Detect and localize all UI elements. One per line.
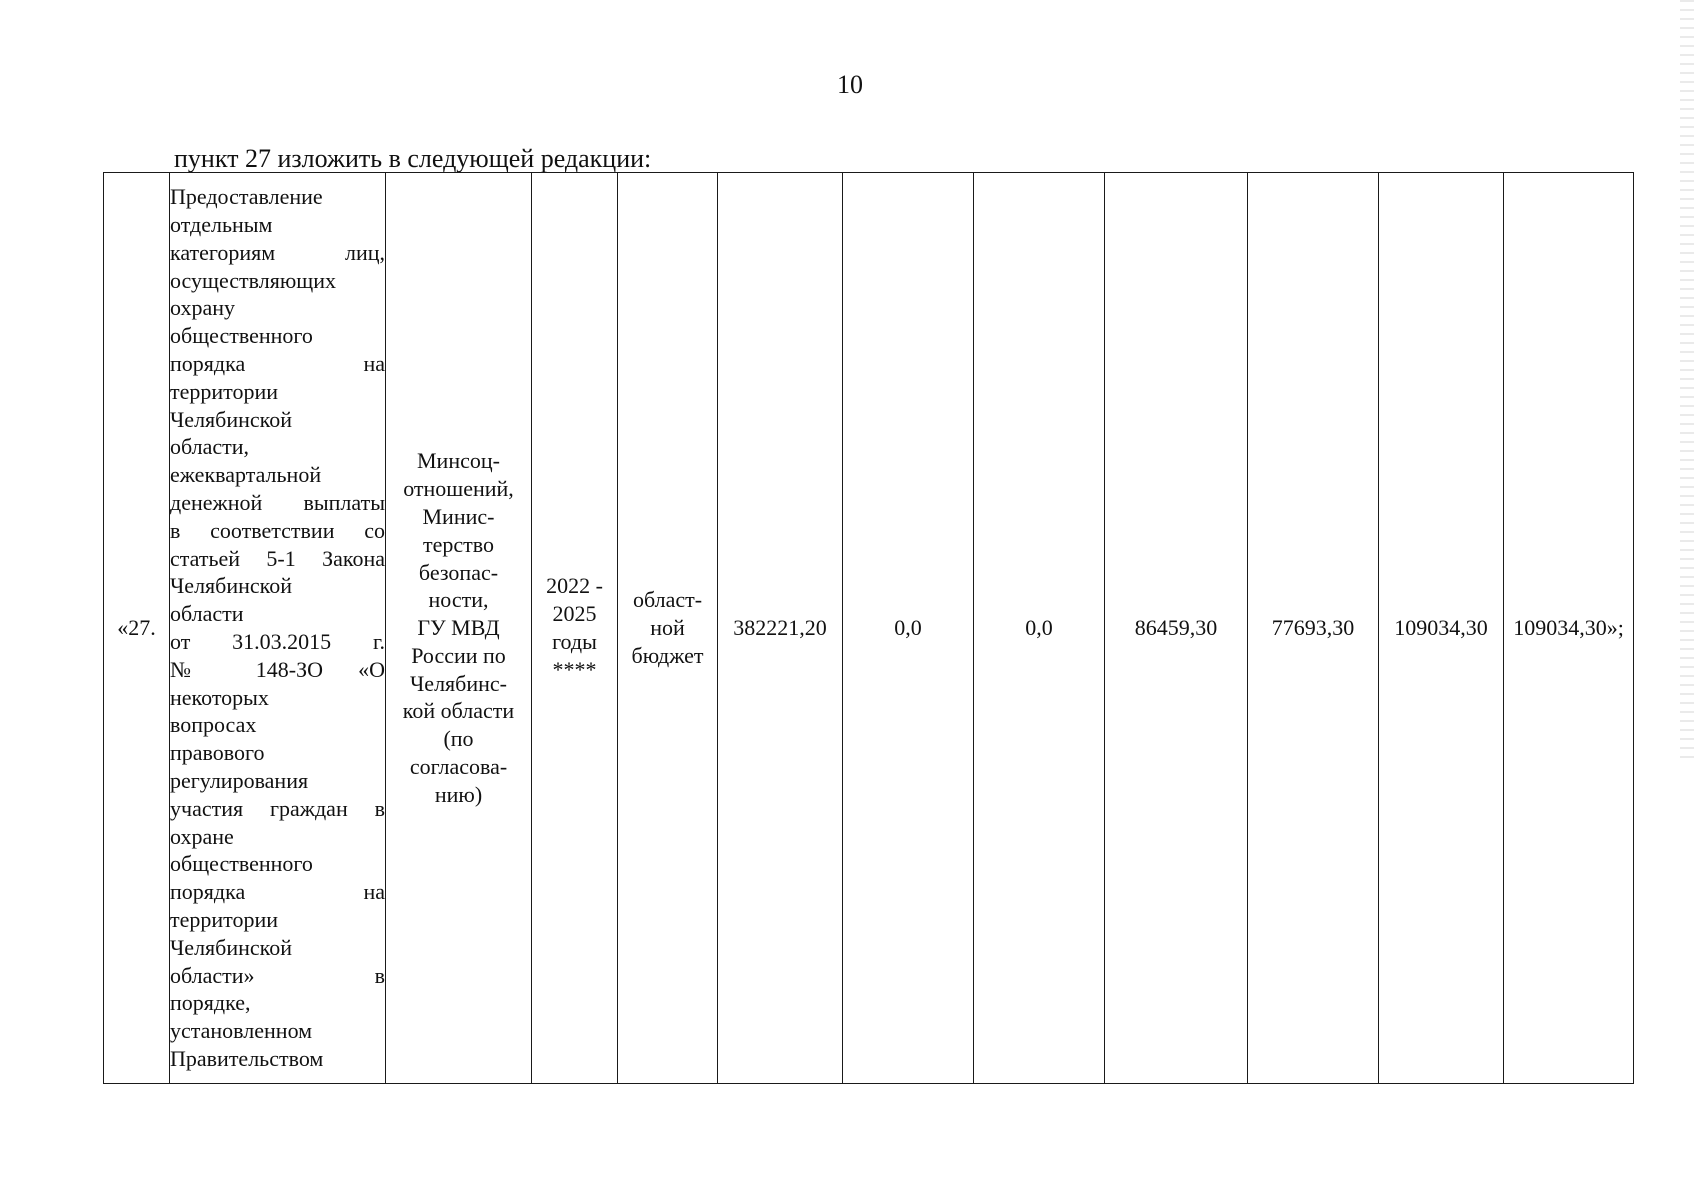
executor-cell xyxy=(386,173,532,1084)
value-cell xyxy=(843,173,974,1084)
text-line: порядка на xyxy=(170,351,385,377)
description-cell xyxy=(170,173,386,1084)
text-line: установленном xyxy=(170,1018,313,1044)
text-line: категориям лиц, xyxy=(170,239,385,265)
text-line: Челябинс- xyxy=(410,670,507,696)
year-value: 109034,30 xyxy=(1394,615,1488,641)
text-line: ной xyxy=(650,615,685,641)
text-line: Челябинской xyxy=(170,406,293,432)
text-line: осуществляющих xyxy=(170,267,336,293)
description-text xyxy=(170,183,385,1073)
text-line: ГУ МВД xyxy=(417,615,500,641)
text-line: общественного xyxy=(170,323,313,349)
text-line: денежной выплаты xyxy=(170,490,385,516)
text-line: территории xyxy=(170,906,279,932)
text-line: (по xyxy=(443,726,474,752)
text-line: ности, xyxy=(428,587,489,613)
text-line: в соответствии со xyxy=(170,517,385,543)
text-line: Предоставление xyxy=(170,184,323,210)
text-line: общественного xyxy=(170,851,313,877)
table-row xyxy=(104,173,1634,1084)
text-line: согласова- xyxy=(409,754,508,780)
value-cell xyxy=(974,173,1105,1084)
text-line: Челябинской xyxy=(170,573,293,599)
value-cell xyxy=(1379,173,1504,1084)
text-line: Челябинской xyxy=(170,934,293,960)
text-line: области, xyxy=(170,434,250,460)
page-number: 10 xyxy=(837,70,863,99)
text-line: **** xyxy=(552,656,597,682)
funding-source-cell xyxy=(618,173,718,1084)
text-line: Минис- xyxy=(422,503,495,529)
year-value: 77693,30 xyxy=(1271,615,1355,641)
intro-text: пункт 27 изложить в следующей редакции: xyxy=(174,144,652,173)
text-line: Правительством xyxy=(170,1045,324,1071)
text-line: 2022 - xyxy=(546,573,603,599)
text-line: правового xyxy=(170,740,265,766)
text-line: област- xyxy=(632,587,703,613)
text-line: № 148-ЗО «О xyxy=(170,656,385,682)
executor-text xyxy=(386,447,531,808)
text-line: области» в xyxy=(170,962,385,988)
text-line: отношений, xyxy=(403,476,514,502)
row-number-cell xyxy=(104,173,170,1084)
last-year-value: 109034,30»; xyxy=(1513,615,1624,641)
total-value: 382221,20 xyxy=(733,615,827,641)
text-line: нию) xyxy=(434,781,483,807)
total-cell xyxy=(718,173,843,1084)
text-line: отдельным xyxy=(170,212,273,238)
text-line: порядке, xyxy=(170,990,251,1016)
text-line: Минсоц- xyxy=(417,448,500,474)
text-line: годы xyxy=(552,629,597,654)
text-line: порядка на xyxy=(170,879,385,905)
program-table xyxy=(103,172,1634,1084)
text-line: России по xyxy=(411,642,506,668)
text-line: участия граждан в xyxy=(170,795,385,821)
text-line: ежеквартальной xyxy=(170,462,322,488)
text-line: терство xyxy=(423,531,494,557)
years-cell xyxy=(532,173,618,1084)
text-line: бюджет xyxy=(631,642,704,668)
year-value: 0,0 xyxy=(1025,615,1053,641)
text-line: кой области xyxy=(402,698,515,724)
text-line: 2025 xyxy=(552,601,597,627)
scan-edge-artifact xyxy=(1680,0,1694,760)
year-value: 86459,30 xyxy=(1134,615,1218,641)
text-line: от 31.03.2015 г. xyxy=(170,629,385,654)
value-cell xyxy=(1248,173,1379,1084)
text-line: территории xyxy=(170,378,279,404)
text-line: безопас- xyxy=(418,559,499,585)
value-cell xyxy=(1105,173,1248,1084)
text-line: регулирования xyxy=(170,767,309,793)
text-line: охране xyxy=(170,823,234,849)
text-line: некоторых xyxy=(170,684,269,710)
last-value-cell xyxy=(1504,173,1634,1084)
row-number: «27. xyxy=(117,615,156,641)
text-line: области xyxy=(170,601,244,627)
text-line: охрану xyxy=(170,295,235,321)
funding-source-text xyxy=(618,586,717,669)
text-line: вопросах xyxy=(170,712,257,738)
text-line: статьей 5-1 Закона xyxy=(170,545,385,571)
year-value: 0,0 xyxy=(894,615,922,641)
years-text xyxy=(532,572,617,683)
